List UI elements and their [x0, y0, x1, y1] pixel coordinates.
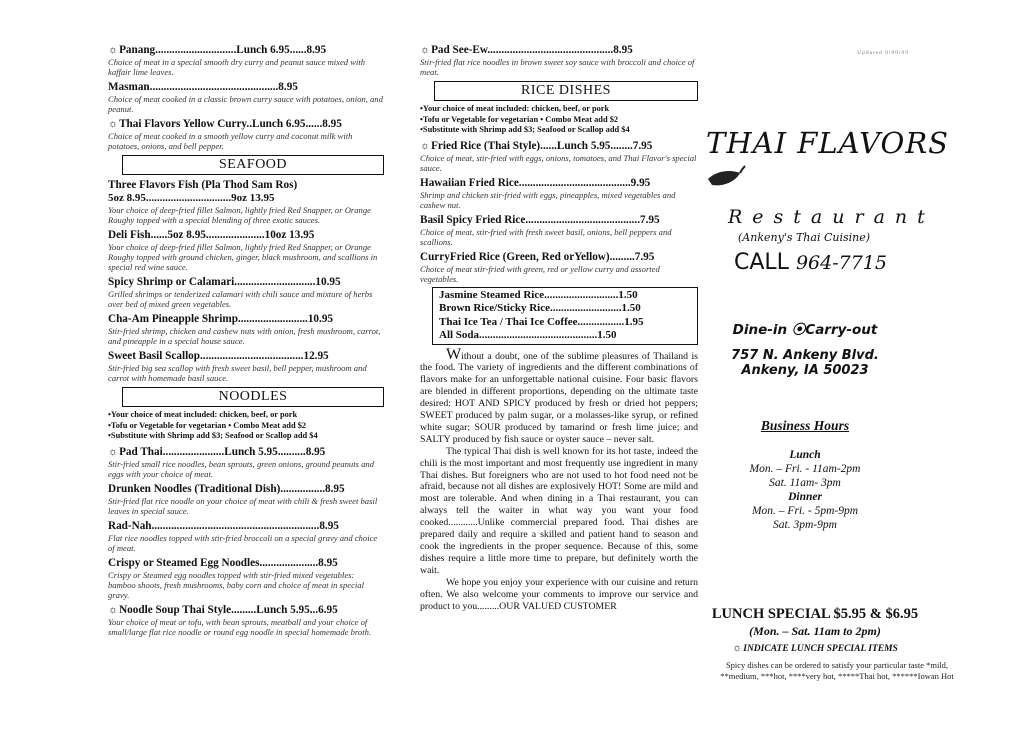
menu-item-title: ☼Noodle Soup Thai Style.........Lunch 5.95...6.95: [108, 603, 338, 616]
side-item: Thai Ice Tea / Thai Ice Coffee.................1.95: [439, 315, 644, 328]
service-options: [700, 318, 910, 338]
menu-item-description: Stir-fried shrimp, chicken and cashew nuts with onion, fresh mushroom, carrot, and pineapple in a special house sauce.: [108, 326, 381, 346]
essay-paragraph-2: The typical Thai dish is well known for its hot taste, indeed the chili is the most important and most frequently use ingredient in many Thai dishes. But foreigners who are not used to hot food need not be afraid, because not all dishes are explosively HOT! Some are mild and most are tolerable. And when dining in a Thai restaurant, you can always tell the waiter in what way you want your food cooked............Unlike commercial prepared food. Thai dishes are prepared daily and require a skilled and patient hand to season and cook the ingredients in the proper sequence. Because of this, some dishes require a little more time to prepare, but definitely worth the wait.: [420, 445, 698, 576]
menu-item: [108, 276, 384, 309]
call-label: CALL: [734, 250, 789, 275]
side-item: Jasmine Steamed Rice...........................1.50: [439, 288, 638, 301]
menu-item-title: Rad-Nah............................................................8.95: [108, 519, 339, 532]
lunch-special-icon: ☼: [108, 118, 119, 130]
cuisine-tagline: (Ankeny's Thai Cuisine): [738, 231, 871, 244]
lunch-special-days: (Mon. – Sat. 11am to 2pm): [749, 624, 881, 638]
meat-choice-note: [108, 410, 384, 442]
dinner-saturday-hours: Sat. 3pm-9pm: [773, 519, 837, 531]
menu-item: [108, 118, 384, 151]
dinner-weekday-hours: Mon. – Fri. - 5pm-9pm: [751, 505, 859, 517]
menu-item-title: Masman..............................................8.95: [108, 81, 298, 93]
note-line: •Substitute with Shrimp add $3; Seafood or Scallop add $4: [420, 125, 630, 134]
menu-item: [420, 251, 698, 284]
menu-item-title: ☼Thai Flavors Yellow Curry..Lunch 6.95......8.95: [108, 118, 342, 130]
menu-item: [420, 177, 698, 210]
chili-pepper-icon: [706, 165, 746, 191]
menu-item-description: Your choice of deep-fried fillet Salmon, lightly fried Red Snapper, or Orange Roughy topped with ground chicken, ginger, black mushroom, and scallions in special red wine sauce.: [108, 242, 378, 272]
menu-item-title: Basil Spicy Fried Rice.........................................7.95: [420, 213, 660, 226]
menu-item: [108, 44, 384, 77]
menu-item: [420, 214, 698, 247]
menu-item-description: Stir-fried small rice noodles, bean sprouts, green onions, ground peanuts and eggs with your choice of meat.: [108, 458, 374, 479]
section-heading: SEAFOOD: [122, 155, 384, 175]
business-hours: [700, 448, 910, 532]
menu-item-title: ☼Panang.............................Lunch 6.95......8.95: [108, 44, 327, 56]
meat-choice-note: [420, 104, 698, 136]
menu-item-title: Sweet Basil Scallop.....................................12.95: [108, 350, 329, 362]
lunch-special-icon: ☼: [420, 44, 431, 56]
menu-item-description: Choice of meat, stir-fried with eggs, onions, tomatoes, and Thai Flavor's special sauce.: [420, 152, 697, 173]
menu-item-prices: 5oz 8.95...............................9oz 13.95: [108, 192, 275, 204]
menu-item: [420, 140, 698, 173]
menu-item: [108, 446, 384, 479]
note-line: •Tofu or Vegetable for vegetarian • Combo Meat add $2: [420, 114, 619, 124]
lunch-saturday-hours: Sat. 11am- 3pm: [769, 477, 841, 489]
menu-item: [108, 81, 384, 114]
radio-dot-icon: ⦿: [791, 322, 806, 338]
menu-item: [108, 557, 384, 600]
dinner-label: Dinner: [788, 491, 822, 503]
logo-name: THAI FLAVORS: [706, 126, 966, 194]
menu-item: [108, 520, 384, 553]
lunch-weekday-hours: Mon. – Fri. - 11am-2pm: [749, 463, 861, 475]
menu-item-description: Choice of meat, stir-fried with fresh sweet basil, onions, bell peppers and scallions.: [420, 226, 672, 247]
lunch-special-icon: ☼: [108, 445, 119, 458]
address: [700, 348, 910, 378]
sides-drinks-box: [432, 287, 698, 345]
menu-item-title: Drunken Noodles (Traditional Dish)................8.95: [108, 482, 345, 495]
lunch-special-icon: ☼: [108, 44, 119, 56]
menu-item: [420, 44, 698, 77]
menu-item-description: Your choice of meat or tofu, with bean sprouts, meatball and your choice of small/large flat rice noodle or round egg noodle in special homemade broth.: [108, 616, 372, 637]
lunch-special-icon: ☼: [108, 603, 119, 616]
essay-paragraph-1: Without a doubt, one of the sublime pleasures of Thailand is the food. The variety of ingredients and the different combinations of flavors make for an unforgettable national cuisine. Four basic flavors are blended in different proportions, depending on the ultimate taste desired: HOT AND SPICY produced by fresh or dried hot peppers; SWEET produced by palm sugar, or a molasses-like syrup, or refined white sugar; SOUR produced by tamarind or fresh lime juice; and SALTY produced by fish sauce or oyster sauce – never salt.: [420, 345, 698, 445]
menu-item-title: Hawaiian Fried Rice........................................9.95: [420, 176, 651, 189]
lunch-special-title: LUNCH SPECIAL $5.95 & $6.95: [711, 606, 919, 622]
menu-item-title: Three Flavors Fish (Pla Thod Sam Ros): [108, 179, 298, 191]
business-hours-title: Business Hours: [760, 418, 850, 433]
menu-item: [108, 483, 384, 516]
menu-item-description: Shrimp and chicken stir-fried with eggs, pineapples, mixed vegetables and cashew nut.: [420, 189, 676, 210]
menu-item-description: Stir-fried flat rice noodle on your choice of meat with chili & fresh sweet basil leaves in special sauce.: [108, 495, 378, 516]
menu-item: [108, 313, 384, 346]
drop-cap: W: [446, 345, 462, 363]
phone-number[interactable]: 964-7715: [795, 252, 887, 274]
menu-item-description: Stir-fried flat rice noodles in brown sweet soy sauce with broccoli and choice of meat.: [420, 57, 695, 77]
note-line: •Your choice of meat included: chicken, beef, or pork: [420, 104, 610, 113]
menu-column-2: [420, 40, 698, 612]
side-item: Brown Rice/Sticky Rice..........................1.50: [439, 302, 641, 314]
menu-item: [108, 229, 384, 272]
note-line: •Substitute with Shrimp add $3; Seafood or Scallop add $4: [108, 431, 318, 440]
lunch-special-indicator: ☼INDICATE LUNCH SPECIAL ITEMS: [732, 642, 898, 654]
spice-level-legend: Spicy dishes can be ordered to satisfy your particular taste *mild, **medium, ***hot, ****very hot, *****Thai hot, ******Iowan Hot: [720, 660, 954, 681]
carry-out-label: Carry-out: [805, 322, 878, 338]
about-thai-food-essay: [420, 345, 698, 613]
address-street: 757 N. Ankeny Blvd.: [731, 348, 879, 363]
lunch-label: Lunch: [789, 449, 821, 461]
menu-item-title: Cha-Am Pineapple Shrimp.........................10.95: [108, 313, 334, 325]
menu-item-title: Spicy Shrimp or Calamari.............................10.95: [108, 276, 341, 288]
menu-item: [108, 350, 384, 383]
menu-item-description: Choice of meat cooked in a smooth yellow curry and coconut milk with potatoes, onions, and bell pepper.: [108, 131, 353, 151]
menu-item-description: Your choice of deep-fried fillet Salmon, lightly fried Red Snapper, or Orange Roughy topped with a special blending of three exotic sauces.: [108, 205, 371, 225]
menu-item-title: Crispy or Steamed Egg Noodles.....................8.95: [108, 556, 338, 569]
note-line: •Your choice of meat included: chicken, beef, or pork: [108, 410, 298, 419]
menu-item-description: Choice of meat stir-fried with green, red or yellow curry and assorted vegetables.: [420, 263, 660, 284]
updated-date: Updated 9/00/09: [857, 50, 909, 56]
essay-paragraph-3: We hope you enjoy your experience with our cuisine and return often. We also welcome your comments to improve our service and product to you.........OUR VALUED CUSTOMER: [420, 576, 698, 612]
menu-item-title: ☼Pad Thai......................Lunch 5.95..........8.95: [108, 445, 326, 458]
dine-in-label: Dine-in: [732, 322, 788, 338]
menu-item-description: Choice of meat cooked in a classic brown curry sauce with potatoes, onion, and peanut.: [108, 94, 383, 114]
menu-item-description: Flat rice noodles topped with stir-fried broccoli on a special gravy and choice of meat.: [108, 532, 378, 553]
menu-item: [108, 604, 384, 637]
menu-item-description: Stir-fried big sea scallop with fresh sweet basil, bell pepper, mushroom and carrot with homemade basil sauce.: [108, 363, 367, 383]
menu-item-description: Crispy or Steamed egg noodles topped with stir-fried mixed vegetables: bamboo shoots, fresh mushrooms, baby corn and choice of meat in special gravy.: [108, 569, 364, 600]
address-city: Ankeny, IA 50023: [741, 363, 869, 378]
side-item: All Soda...........................................1.50: [439, 329, 617, 341]
lunch-special-icon: ☼: [420, 139, 431, 152]
menu-item: [108, 179, 384, 225]
restaurant-logo: [706, 126, 966, 244]
menu-item-title: Deli Fish......5oz 8.95.....................10oz 13.95: [108, 229, 315, 241]
menu-column-1: [108, 40, 384, 637]
menu-item-title: CurryFried Rice (Green, Red orYellow).........7.95: [420, 250, 655, 263]
restaurant-word: Restaurant: [728, 206, 935, 228]
menu-item-title: ☼Fried Rice (Thai Style)......Lunch 5.95........7.95: [420, 139, 653, 152]
phone-call: [734, 250, 887, 275]
note-line: •Tofu or Vegetable for vegetarian • Combo Meat add $2: [108, 420, 307, 430]
menu-item-description: Grilled shrimps or tenderized calamari with chili sauce and mixture of herbs over bed of mixed green vegetables.: [108, 289, 373, 309]
menu-item-description: Choice of meat in a special smooth dry curry and peanut sauce mixed with kaffair lime leaves.: [108, 57, 366, 77]
section-heading: NOODLES: [122, 387, 384, 407]
hot-spice-icon: ☼: [732, 642, 743, 654]
section-heading: RICE DISHES: [434, 81, 698, 101]
menu-item-title: ☼Pad See-Ew.............................................8.95: [420, 44, 633, 56]
